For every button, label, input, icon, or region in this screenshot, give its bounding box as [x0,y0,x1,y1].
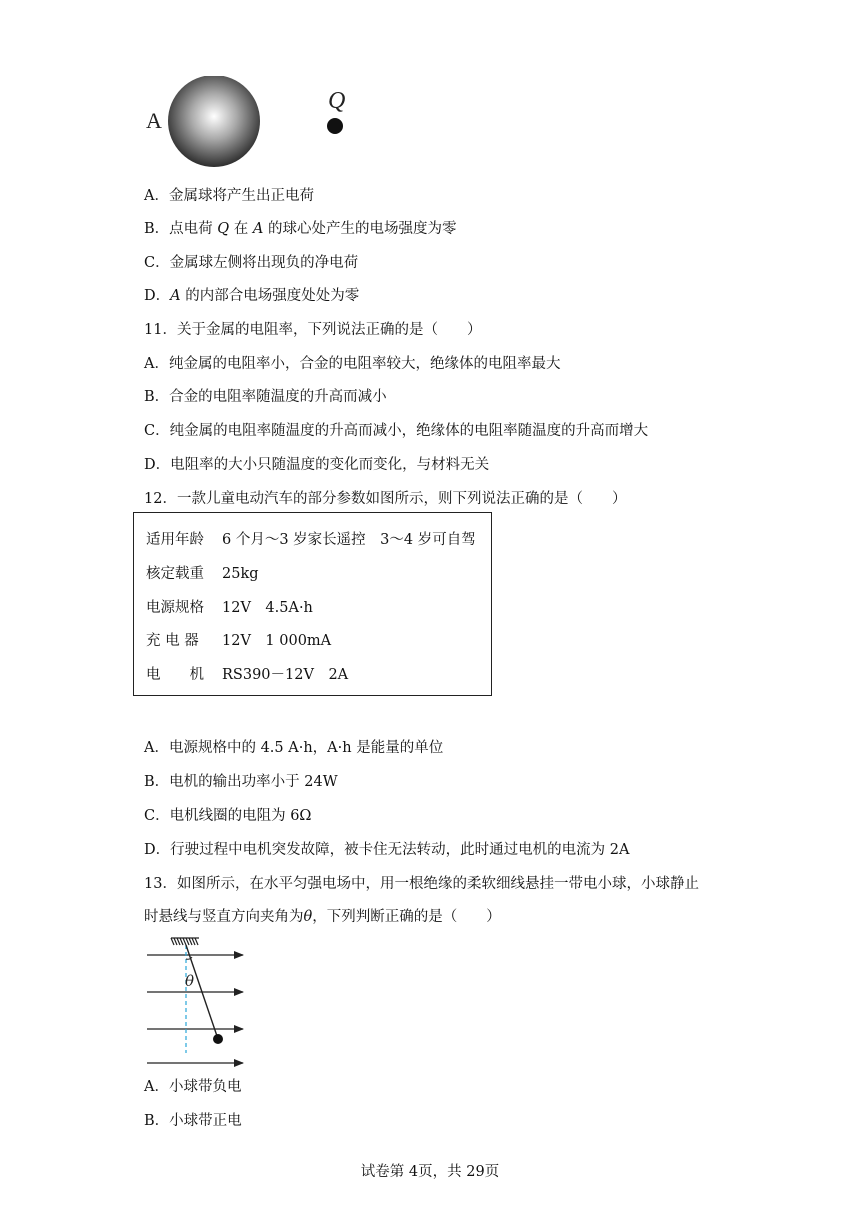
q11-option-b: B．合金的电阻率随温度的升高而减小 [144,389,387,405]
page-footer: 试卷第 4页，共 29页 [360,1164,500,1180]
param-row: 电源规格 12V 4.5A·h [146,600,313,616]
q12-stem: 12．一款儿童电动汽车的部分参数如图所示，则下列说法正确的是（ ） [144,491,627,507]
q10-option-d: D．A 的内部合电场强度处处为零 [144,288,360,304]
point-charge [327,118,343,134]
q13-stem-line1: 13．如图所示，在水平匀强电场中，用一根绝缘的柔软细线悬挂一带电小球，小球静止 [144,876,699,892]
q10-option-a: A．金属球将产生出正电荷 [144,188,314,204]
q12-option-d: D．行驶过程中电机突发故障，被卡住无法转动，此时通过电机的电流为 2A [144,842,630,858]
charged-ball [213,1034,223,1044]
q11-option-d: D．电阻率的大小只随温度的变化而变化，与材料无关 [144,457,490,473]
param-row: 电 机 RS390－12V 2A [146,667,349,683]
q11-stem: 11．关于金属的电阻率，下列说法正确的是（ ） [144,322,482,338]
ceiling-hatch [171,938,199,945]
param-row: 核定载重 25kg [146,566,259,582]
q13-option-a: A．小球带负电 [144,1079,242,1095]
q10-option-b: B．点电荷 Q 在 A 的球心处产生的电场强度为零 [144,221,457,237]
pendulum-field-figure [145,935,255,1070]
metal-sphere [168,76,260,167]
q12-option-c: C．电机线圈的电阻为 6Ω [144,808,312,824]
q13-stem-line2: 时悬线与竖直方向夹角为θ，下列判断正确的是（ ） [144,909,501,925]
q10-option-c: C．金属球左侧将出现负的净电荷 [144,255,359,271]
sphere-charge-figure [140,76,380,170]
q11-option-a: A．纯金属的电阻率小，合金的电阻率较大，绝缘体的电阻率最大 [144,356,561,372]
theta-label: θ [185,972,195,990]
label-q: Q [328,88,346,114]
q12-option-b: B．电机的输出功率小于 24W [144,774,338,790]
q13-option-b: B．小球带正电 [144,1113,242,1129]
param-row: 适用年龄 6 个月～3 岁家长遥控 3～4 岁可自驾 [146,532,476,548]
q11-option-c: C．纯金属的电阻率随温度的升高而减小，绝缘体的电阻率随温度的升高而增大 [144,423,649,439]
q12-option-a: A．电源规格中的 4.5 A·h，A·h 是能量的单位 [144,740,444,756]
param-row: 充 电 器 12V 1 000mA [146,633,332,649]
label-a: A [146,108,162,133]
parameter-table [133,512,492,696]
